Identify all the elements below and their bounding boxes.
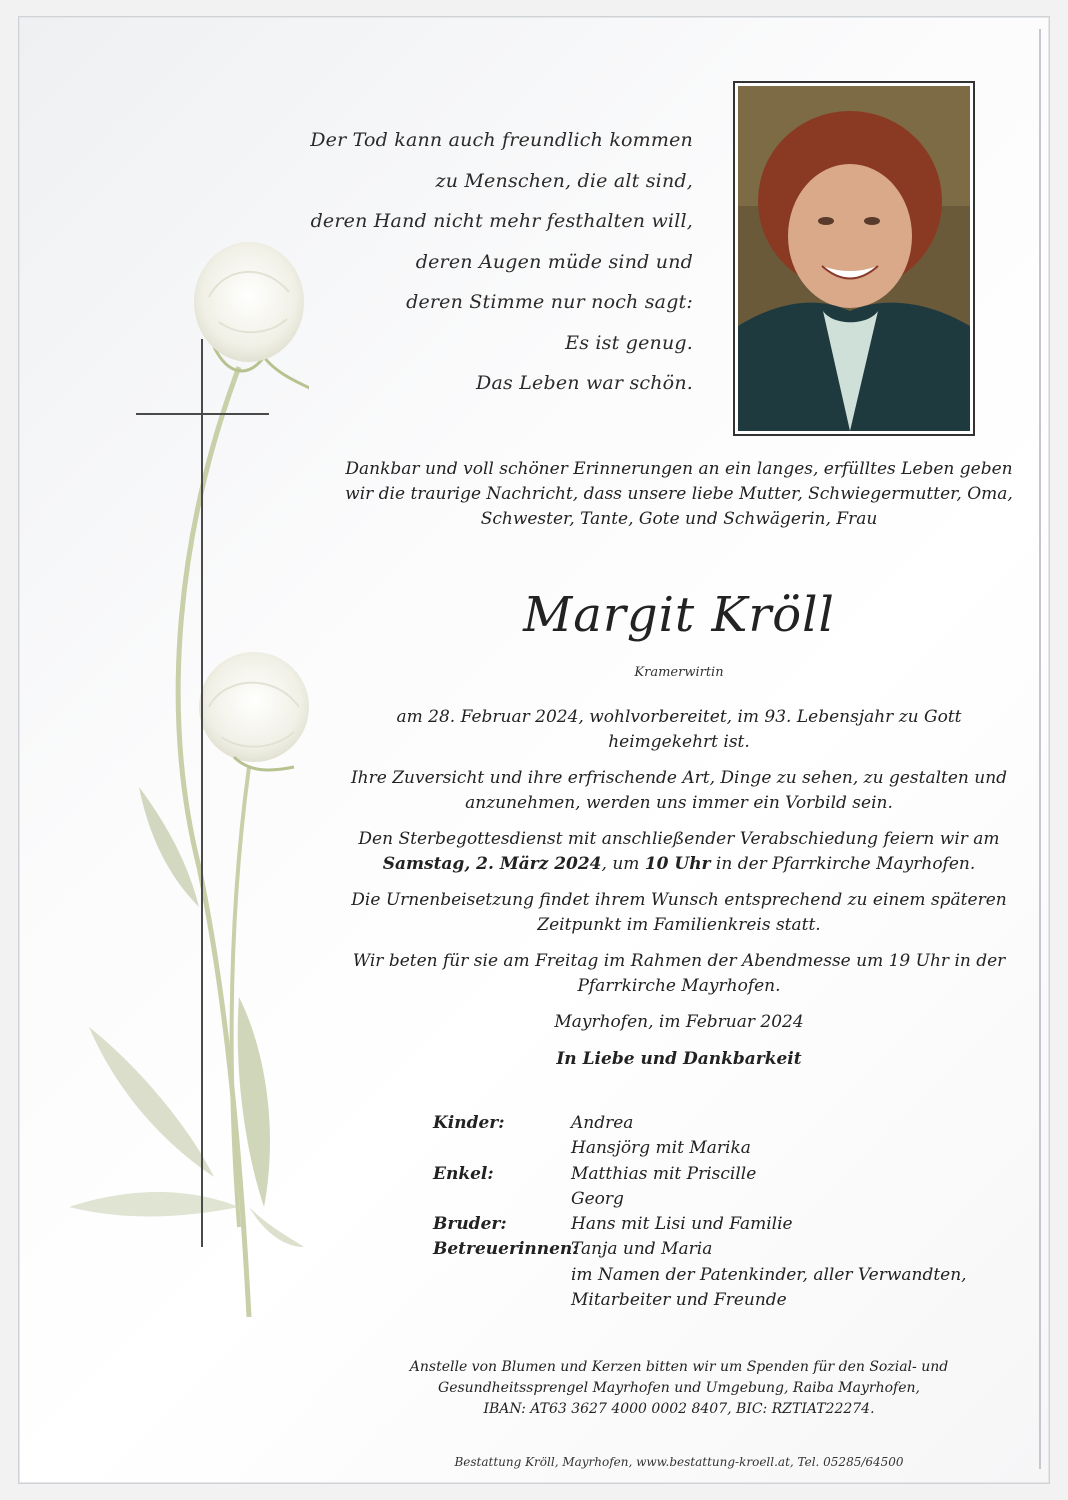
family-name: Hans mit Lisi und Familie [571,1214,793,1235]
cross-vertical-line [201,339,203,1247]
cross-horizontal-line [136,413,269,415]
donation-line: Gesundheitssprengel Mayrhofen und Umgebung, Raiba Mayrhofen, [438,1380,920,1396]
family-name: Tanja und Maria [571,1239,713,1260]
family-label [433,1263,571,1288]
white-roses-illustration [49,227,309,1327]
service-date: Samstag, 2. März 2024 [382,853,602,874]
service-mid: , um [601,853,645,874]
poem-line: Es ist genug. [565,331,693,354]
page-edge-line [1039,29,1041,1469]
family-name: im Namen der Patenkinder, aller Verwandten, [571,1264,967,1285]
family-row [433,1136,967,1161]
family-row [433,1288,967,1313]
prayer-text: Wir beten für sie am Freitag im Rahmen der Abendmesse um 19 Uhr in der Pfarrkirche Mayrhofen. [352,951,1006,996]
obituary-page [18,16,1050,1484]
family-label [433,1136,571,1161]
urn-burial-text: Die Urnenbeisetzung findet ihrem Wunsch entsprechend zu einem späteren Zeitpunkt im Familienkreis statt. [351,890,1007,935]
family-row [433,1187,967,1212]
family-label [433,1288,571,1313]
service-prefix: Den Sterbegottesdienst mit anschließender Verabschiedung feiern wir am [358,829,1000,849]
poem [293,120,693,404]
family-name: Andrea [571,1113,634,1133]
family-row [433,1237,967,1262]
poem-line: Das Leben war schön. [476,372,693,394]
family-row [433,1111,967,1136]
donation-line: Anstelle von Blumen und Kerzen bitten wir um Spenden für den Sozial- und [409,1359,949,1375]
tribute-text: Ihre Zuversicht und ihre erfrischende Art, Dinge zu sehen, zu gestalten und anzunehmen, werden uns immer ein Vorbild sein. [350,768,1008,813]
place-date: Mayrhofen, im Februar 2024 [554,1012,804,1032]
family-row [433,1162,967,1187]
notice-body [349,705,1009,1083]
family-list [433,1111,967,1313]
family-name: Hansjörg mit Marika [571,1138,751,1159]
family-row [433,1212,967,1237]
poem-line: deren Hand nicht mehr festhalten will, [310,210,693,232]
poem-line: deren Stimme nur noch sagt: [406,291,693,313]
family-name: Mitarbeiter und Freunde [571,1290,787,1311]
service-info [349,827,1009,876]
deceased-nickname: Kramerwirtin [634,665,724,680]
donation-line: IBAN: AT63 3627 4000 0002 8407, BIC: RZTIAT22274. [483,1401,875,1417]
donation-request [339,1357,1019,1420]
family-label: Enkel: [433,1163,494,1184]
poem-line: deren Augen müde sind und [415,250,693,273]
portrait-photo [738,86,970,431]
family-name: Georg [571,1188,624,1209]
intro-text: Dankbar und voll schöner Erinnerungen an ein langes, erfülltes Leben geben wir die traurige Nachricht, dass unsere liebe Mutter, Schwiegermutter, Oma, Schwester, Tante, Gote und Schwägerin, Frau [345,459,1013,529]
service-time: 10 Uhr [644,853,711,874]
poem-line: zu Menschen, die alt sind, [435,169,693,192]
thanks-line: In Liebe und Dankbarkeit [556,1048,802,1069]
family-label: Betreuerinnen: [433,1239,579,1260]
family-name: Matthias mit Priscille [571,1163,757,1184]
family-label [433,1187,571,1212]
service-suffix: in der Pfarrkirche Mayrhofen. [710,853,976,874]
death-notice: am 28. Februar 2024, wohlvorbereitet, im 93. Lebensjahr zu Gott heimgekehrt ist. [396,707,962,752]
family-row [433,1263,967,1288]
family-label: Kinder: [433,1113,505,1133]
poem-line: Der Tod kann auch freundlich kommen [310,129,693,151]
deceased-name: Margit Kröll [523,587,835,643]
family-label: Bruder: [433,1214,507,1235]
funeral-home-footer: Bestattung Kröll, Mayrhofen, www.bestattung-kroell.at, Tel. 05285/64500 [454,1455,904,1469]
portrait-photo-frame [733,81,975,436]
